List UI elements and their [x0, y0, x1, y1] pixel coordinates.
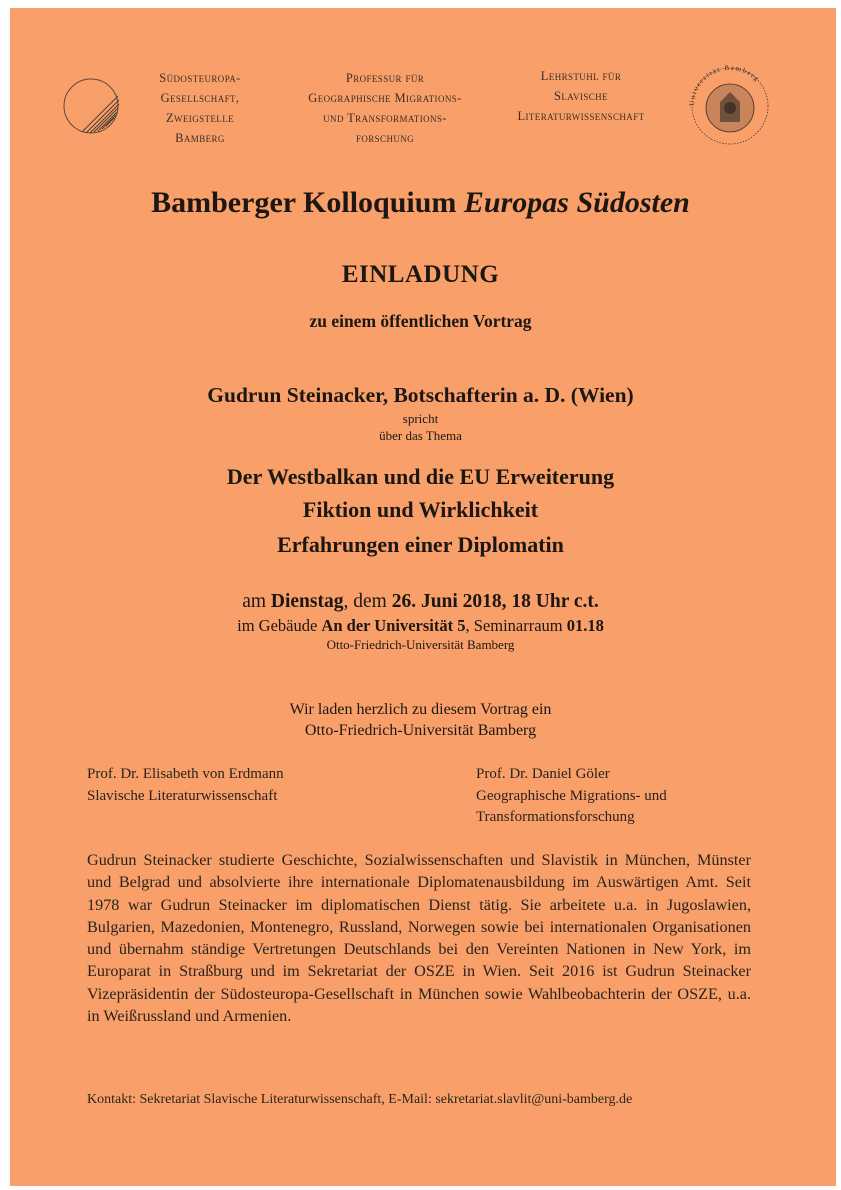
- header-professur-line: Professur für: [345, 71, 425, 85]
- topic-title-line: Der Westbalkan und die EU Erweiterung: [226, 464, 615, 489]
- header-lehrstuhl-line: Slavische: [554, 89, 608, 103]
- header-sog-line: Bamberg: [175, 131, 225, 145]
- event-room-prefix: , Seminarraum: [465, 616, 567, 635]
- signature-right-line: Geographische Migrations- und: [476, 787, 667, 804]
- closing-line: Wir laden herzlich zu diesem Vortrag ein: [289, 701, 552, 718]
- event-day: Dienstag: [270, 591, 344, 612]
- header-lehrstuhl: [496, 66, 666, 126]
- closing-line: Otto-Friedrich-Universität Bamberg: [304, 722, 537, 739]
- page-title-italic: Europas Südosten: [463, 186, 690, 219]
- thema-label: über das Thema: [379, 428, 462, 443]
- page-title-regular: Bamberger Kolloquium: [151, 186, 464, 219]
- page-title: [118, 186, 723, 220]
- event-location: [0, 616, 841, 636]
- header-professur-line: forschung: [355, 131, 415, 145]
- event-building-prefix: im Gebäude: [237, 616, 322, 635]
- event-date-connector: , dem: [343, 591, 392, 612]
- event-building: An der Universität 5: [321, 616, 466, 635]
- topic-title-line: Erfahrungen einer Diplomatin: [277, 532, 564, 557]
- header-professur-line: und Transformations-: [323, 111, 447, 125]
- header-sog: [130, 68, 270, 148]
- invitation-heading: EINLADUNG: [341, 261, 500, 288]
- event-date-time: 26. Juni 2018, 18 Uhr c.t.: [391, 591, 599, 612]
- speaker-name: Gudrun Steinacker, Botschafterin a. D. (Wien): [207, 383, 634, 407]
- svg-text:Universität Bamberg: Universität Bamberg: [687, 64, 762, 107]
- event-date-prefix: am: [242, 591, 271, 612]
- header-sog-line: Südosteuropa-: [159, 71, 241, 85]
- signature-right-line: Prof. Dr. Daniel Göler: [476, 766, 610, 782]
- topic-title-line: Fiktion und Wirklichkeit: [302, 497, 539, 522]
- header-sog-line: Zweigstelle: [165, 111, 235, 125]
- university-seal-icon: [680, 64, 780, 146]
- signature-left-line: Prof. Dr. Elisabeth von Erdmann: [87, 766, 284, 782]
- sog-logo-icon: [60, 76, 122, 136]
- signature-right-line: Transformationsforschung: [476, 809, 635, 825]
- signature-right: [476, 764, 667, 829]
- spricht-label: spricht: [402, 411, 439, 426]
- event-date: [0, 591, 841, 613]
- header-lehrstuhl-line: Lehrstuhl für: [540, 69, 622, 83]
- contact-line: Kontakt: Sekretariat Slavische Literaturwissenschaft, E-Mail: sekretariat.slavlit@uni-bamberg.de: [87, 1092, 633, 1107]
- event-institution: Otto-Friedrich-Universität Bamberg: [326, 637, 515, 652]
- speaker-biography: Gudrun Steinacker studierte Geschichte, Sozialwissenschaften und Slavistik in München, Münster und Belgrad und absolvierte ihre internationale Diplomatenausbildung im Auswärtigen Amt. Seit 1978 war Gudrun Steinacker im diplomatischen Dienst tätig. Sie arbeitete u.a. in Jugoslawien, Bulgarien, Mazedonien, Montenegro, Russland, Norwegen sowie bei internationalen Organisationen und übernahm ständige Vertretungen Deutschlands bei den Vereinten Nationen in New York, im Europarat in Straßburg und im Sekretariat der OSZE in Wien. Seit 2016 ist Gudrun Steinacker Vizepräsidentin der Südosteuropa-Gesellschaft in München sowie Wahlbeobachterin der OSZE, u.a. in Weißrussland und Armenien.: [87, 851, 751, 1026]
- invitation-subheading: zu einem öffentlichen Vortrag: [309, 311, 532, 331]
- header-sog-line: Gesellschaft,: [160, 91, 240, 105]
- header-professur: [270, 68, 500, 148]
- header-lehrstuhl-line: Literaturwissenschaft: [517, 109, 645, 123]
- signature-left: [87, 764, 284, 807]
- signature-left-line: Slavische Literaturwissenschaft: [87, 787, 278, 804]
- event-room: 01.18: [566, 616, 604, 635]
- header-professur-line: Geographische Migrations-: [308, 91, 462, 105]
